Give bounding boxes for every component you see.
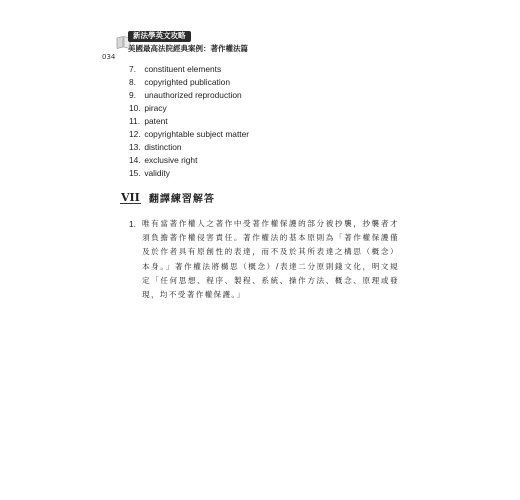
item-number: 13. xyxy=(129,142,141,152)
list-item xyxy=(129,63,249,76)
item-text: unauthorized reproduction xyxy=(144,90,242,100)
list-item xyxy=(129,102,249,115)
list-item xyxy=(129,89,249,102)
item-number: 14. xyxy=(129,155,141,165)
section-heading xyxy=(120,190,215,205)
item-text: exclusive right xyxy=(144,155,198,165)
list-item xyxy=(129,167,249,180)
list-item xyxy=(129,115,249,128)
item-number: 10. xyxy=(129,103,141,113)
item-text: validity xyxy=(144,168,170,178)
section-title: 翻譯練習解答 xyxy=(148,194,215,205)
book-title: 美國最高法院經典案例：著作權法篇 xyxy=(128,44,248,53)
list-item xyxy=(129,154,249,167)
list-item xyxy=(129,141,249,154)
item-number: 15. xyxy=(129,168,141,178)
page-number: 034 xyxy=(102,53,116,61)
vocabulary-list xyxy=(129,63,249,180)
item-text: copyrightable subject matter xyxy=(144,129,250,139)
item-number: 8. xyxy=(129,77,136,87)
list-item xyxy=(129,76,249,89)
item-text: distinction xyxy=(144,142,182,152)
item-text: copyrighted publication xyxy=(144,77,230,87)
item-text: patent xyxy=(144,116,168,126)
item-number: 9. xyxy=(129,90,136,100)
item-text: piracy xyxy=(144,103,167,113)
section-number: VII xyxy=(121,190,140,204)
item-number: 11. xyxy=(129,116,141,126)
series-badge: 新法學英文攻略 xyxy=(128,31,191,42)
list-item xyxy=(129,128,249,141)
item-text: constituent elements xyxy=(144,64,222,74)
item-number: 7. xyxy=(129,64,136,74)
item-number: 12. xyxy=(129,129,141,139)
answer-text: 唯有當著作權人之著作中受著作權保護的部分被抄襲，抄襲者才須負擔著作權侵害責任。著作權法的基本原則為「著作權保護僅及於作者具有原創性的表達，而不及於其所表達之構思（概念）本身。」著作權法將構思（概念）/表達二分原則錢文化，明文規定「任何思想、程序、製程、系統、操作方法、概念、原理或發現，均不受著作權保護。」 xyxy=(142,219,399,300)
answer-number: 1. xyxy=(129,219,136,229)
